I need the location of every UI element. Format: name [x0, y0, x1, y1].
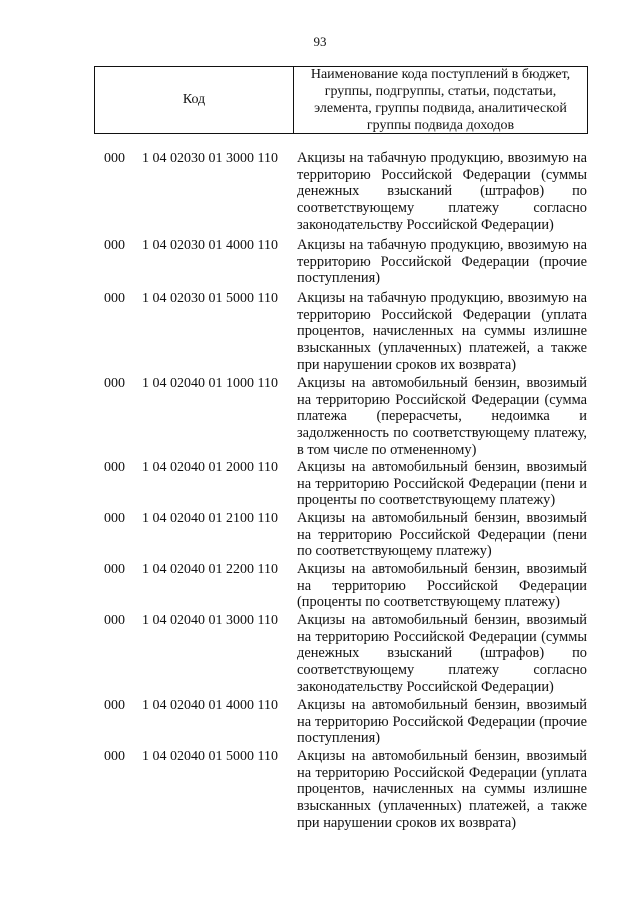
code-description: Акцизы на автомобильный бензин, ввозимый на территорию Российской Федерации (прочие поступления) — [297, 697, 587, 747]
table-row — [0, 561, 640, 612]
table-row — [0, 748, 640, 833]
code-description: Акцизы на табачную продукцию, ввозимую на территорию Российской Федерации (прочие поступления) — [297, 237, 587, 287]
table-row — [0, 290, 640, 375]
table-row — [0, 510, 640, 561]
table-row — [0, 612, 640, 697]
budget-code: 1 04 02030 01 3000 110 — [142, 151, 278, 166]
table-row — [0, 150, 640, 237]
admin-code: 000 — [104, 460, 125, 475]
table-row — [0, 459, 640, 510]
code-description: Акцизы на автомобильный бензин, ввозимый на территорию Российской Федерации (суммы денежных взысканий (штрафов) по соответствующему платежу согласно законодательству Российской Федерации) — [297, 612, 587, 695]
budget-code: 1 04 02040 01 3000 110 — [142, 613, 278, 628]
code-description: Акцизы на автомобильный бензин, ввозимый на территорию Российской Федерации (пени по соответствующему платежу) — [297, 510, 587, 560]
header-name-label: Наименование кода поступлений в бюджет, группы, подгруппы, статьи, подстатьи, элемента, группы подвида, аналитической группы подвида доходов — [310, 67, 571, 133]
admin-code: 000 — [104, 749, 125, 764]
code-description: Акцизы на автомобильный бензин, ввозимый на территорию Российской Федерации (уплата процентов, начисленных на суммы излишне взысканных (уплаченных) платежей, а также при нарушении сроков их возврата) — [297, 748, 587, 831]
budget-code: 1 04 02040 01 2100 110 — [142, 511, 278, 526]
admin-code: 000 — [104, 698, 125, 713]
admin-code: 000 — [104, 291, 125, 306]
code-description: Акцизы на автомобильный бензин, ввозимый на территорию Российской Федерации (проценты по соответствующему платежу) — [297, 561, 587, 611]
table-header — [94, 66, 588, 134]
admin-code: 000 — [104, 511, 125, 526]
budget-code: 1 04 02030 01 4000 110 — [142, 238, 278, 253]
admin-code: 000 — [104, 613, 125, 628]
admin-code: 000 — [104, 562, 125, 577]
budget-code: 1 04 02040 01 1000 110 — [142, 376, 278, 391]
table-row — [0, 697, 640, 748]
budget-code: 1 04 02030 01 5000 110 — [142, 291, 278, 306]
admin-code: 000 — [104, 376, 125, 391]
budget-code: 1 04 02040 01 2200 110 — [142, 562, 278, 577]
budget-code: 1 04 02040 01 2000 110 — [142, 460, 278, 475]
admin-code: 000 — [104, 151, 125, 166]
budget-code: 1 04 02040 01 4000 110 — [142, 698, 278, 713]
code-description: Акцизы на автомобильный бензин, ввозимый на территорию Российской Федерации (сумма платежа (перерасчеты, недоимка и задолженность по соответствующему платежу, в том числе по отмененному) — [297, 375, 587, 458]
header-code-label: Код — [95, 67, 294, 133]
code-description: Акцизы на табачную продукцию, ввозимую на территорию Российской Федерации (уплата процентов, начисленных на суммы излишне взысканных (уплаченных) платежей, а также при нарушении сроков их возврата) — [297, 290, 587, 373]
admin-code: 000 — [104, 238, 125, 253]
table-row — [0, 375, 640, 459]
table-row — [0, 237, 640, 290]
budget-code: 1 04 02040 01 5000 110 — [142, 749, 278, 764]
code-description: Акцизы на автомобильный бензин, ввозимый на территорию Российской Федерации (пени и проценты по соответствующему платежу) — [297, 459, 587, 509]
page-number: 93 — [313, 34, 327, 49]
table-body — [0, 150, 640, 833]
code-description: Акцизы на табачную продукцию, ввозимую на территорию Российской Федерации (суммы денежных взысканий (штрафов) по соответствующему платежу согласно законодательству Российской Федерации) — [297, 150, 587, 233]
